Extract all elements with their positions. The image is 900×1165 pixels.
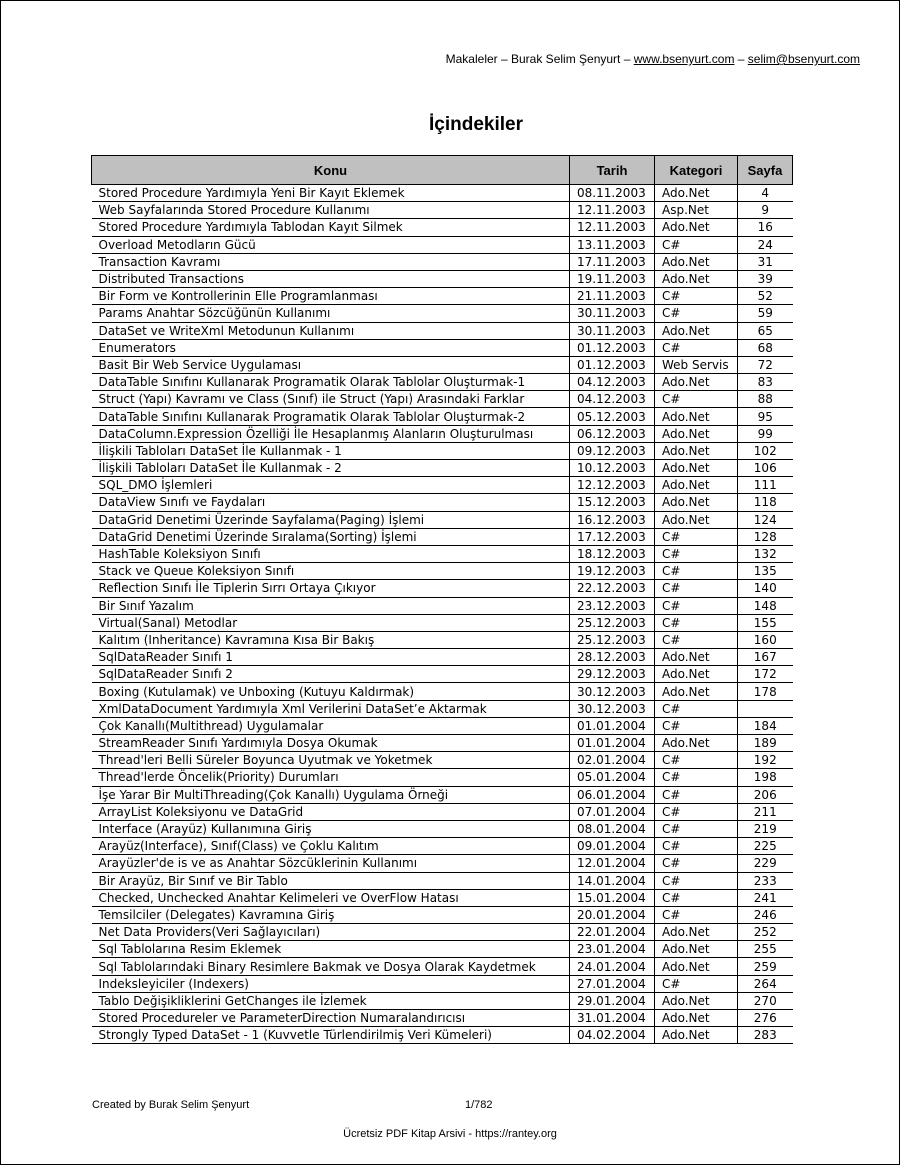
toc-date: 05.12.2003 bbox=[570, 408, 655, 425]
table-row bbox=[92, 528, 793, 545]
toc-page: 219 bbox=[738, 820, 793, 837]
toc-topic: Arayüzler'de is ve as Anahtar Sözcüklerinin Kullanımı bbox=[92, 855, 570, 872]
toc-category: C# bbox=[655, 236, 738, 253]
toc-topic: Net Data Providers(Veri Sağlayıcıları) bbox=[92, 924, 570, 941]
toc-category: Ado.Net bbox=[655, 1010, 738, 1027]
table-row bbox=[92, 374, 793, 391]
table-row bbox=[92, 872, 793, 889]
column-header-tarih: Tarih bbox=[570, 156, 655, 185]
toc-topic: Overload Metodların Gücü bbox=[92, 236, 570, 253]
website-link[interactable]: www.bsenyurt.com bbox=[633, 52, 735, 66]
toc-category: Web Servis bbox=[655, 356, 738, 373]
toc-category: Ado.Net bbox=[655, 425, 738, 442]
table-row bbox=[92, 322, 793, 339]
table-row bbox=[92, 511, 793, 528]
toc-page: 124 bbox=[738, 511, 793, 528]
toc-category: C# bbox=[655, 769, 738, 786]
toc-category: Ado.Net bbox=[655, 270, 738, 287]
toc-category: C# bbox=[655, 700, 738, 717]
toc-category: C# bbox=[655, 597, 738, 614]
toc-topic: Web Sayfalarında Stored Procedure Kullanımı bbox=[92, 202, 570, 219]
toc-page: 128 bbox=[738, 528, 793, 545]
toc-category: Ado.Net bbox=[655, 460, 738, 477]
toc-date: 01.01.2004 bbox=[570, 735, 655, 752]
toc-category: C# bbox=[655, 803, 738, 820]
toc-body bbox=[92, 185, 793, 1044]
toc-page: 184 bbox=[738, 717, 793, 734]
toc-category: C# bbox=[655, 717, 738, 734]
toc-date: 14.01.2004 bbox=[570, 872, 655, 889]
toc-category: Ado.Net bbox=[655, 1027, 738, 1044]
toc-date: 13.11.2003 bbox=[570, 236, 655, 253]
toc-topic: Bir Sınıf Yazalım bbox=[92, 597, 570, 614]
toc-category: C# bbox=[655, 906, 738, 923]
toc-date: 01.12.2003 bbox=[570, 356, 655, 373]
toc-page: 160 bbox=[738, 631, 793, 648]
toc-category: Ado.Net bbox=[655, 219, 738, 236]
toc-page: 52 bbox=[738, 288, 793, 305]
toc-date: 09.01.2004 bbox=[570, 838, 655, 855]
toc-topic: StreamReader Sınıfı Yardımıyla Dosya Okumak bbox=[92, 735, 570, 752]
toc-topic: DataTable Sınıfını Kullanarak Programatik Olarak Tablolar Oluşturmak-1 bbox=[92, 374, 570, 391]
toc-date: 06.01.2004 bbox=[570, 786, 655, 803]
toc-page: 211 bbox=[738, 803, 793, 820]
toc-date: 23.01.2004 bbox=[570, 941, 655, 958]
toc-page: 264 bbox=[738, 975, 793, 992]
toc-category: C# bbox=[655, 305, 738, 322]
email-link[interactable]: selim@bsenyurt.com bbox=[747, 52, 860, 66]
toc-topic: HashTable Koleksiyon Sınıfı bbox=[92, 545, 570, 562]
toc-date: 08.01.2004 bbox=[570, 820, 655, 837]
toc-category: Ado.Net bbox=[655, 374, 738, 391]
toc-topic: Stored Procedure Yardımıyla Yeni Bir Kayıt Eklemek bbox=[92, 185, 570, 202]
toc-page: 65 bbox=[738, 322, 793, 339]
table-row bbox=[92, 975, 793, 992]
toc-category: C# bbox=[655, 889, 738, 906]
toc-page: 225 bbox=[738, 838, 793, 855]
toc-page: 68 bbox=[738, 339, 793, 356]
header-separator: – bbox=[734, 52, 748, 66]
table-row bbox=[92, 717, 793, 734]
table-row bbox=[92, 838, 793, 855]
toc-topic: İlişkili Tabloları DataSet İle Kullanmak - 2 bbox=[92, 460, 570, 477]
table-row bbox=[92, 1010, 793, 1027]
toc-topic: Tablo Değişikliklerini GetChanges ile İzlemek bbox=[92, 992, 570, 1009]
toc-page: 83 bbox=[738, 374, 793, 391]
toc-category: Ado.Net bbox=[655, 683, 738, 700]
toc-page: 155 bbox=[738, 614, 793, 631]
toc-category: C# bbox=[655, 838, 738, 855]
toc-date: 31.01.2004 bbox=[570, 1010, 655, 1027]
toc-date: 07.01.2004 bbox=[570, 803, 655, 820]
table-row bbox=[92, 958, 793, 975]
footer-author: Created by Burak Selim Şenyurt bbox=[92, 1099, 250, 1111]
toc-topic: Temsilciler (Delegates) Kavramına Giriş bbox=[92, 906, 570, 923]
toc-topic: Virtual(Sanal) Metodlar bbox=[92, 614, 570, 631]
toc-date: 30.11.2003 bbox=[570, 305, 655, 322]
toc-topic: Bir Arayüz, Bir Sınıf ve Bir Tablo bbox=[92, 872, 570, 889]
toc-page: 88 bbox=[738, 391, 793, 408]
toc-date: 17.12.2003 bbox=[570, 528, 655, 545]
toc-category: C# bbox=[655, 339, 738, 356]
toc-category: Ado.Net bbox=[655, 511, 738, 528]
toc-page: 95 bbox=[738, 408, 793, 425]
toc-topic: Thread'leri Belli Süreler Boyunca Uyutmak ve Yoketmek bbox=[92, 752, 570, 769]
toc-topic: Checked, Unchecked Anahtar Kelimeleri ve OverFlow Hatası bbox=[92, 889, 570, 906]
table-row bbox=[92, 786, 793, 803]
toc-date: 15.12.2003 bbox=[570, 494, 655, 511]
toc-topic: Basit Bir Web Service Uygulaması bbox=[92, 356, 570, 373]
toc-category: C# bbox=[655, 872, 738, 889]
toc-page: 229 bbox=[738, 855, 793, 872]
toc-category: Ado.Net bbox=[655, 442, 738, 459]
table-row bbox=[92, 477, 793, 494]
table-row bbox=[92, 752, 793, 769]
toc-category: C# bbox=[655, 975, 738, 992]
toc-page: 192 bbox=[738, 752, 793, 769]
table-row bbox=[92, 391, 793, 408]
table-row bbox=[92, 253, 793, 270]
toc-date: 20.01.2004 bbox=[570, 906, 655, 923]
toc-page: 233 bbox=[738, 872, 793, 889]
toc-category: C# bbox=[655, 528, 738, 545]
toc-topic: Stored Procedureler ve ParameterDirection Numaralandırıcısı bbox=[92, 1010, 570, 1027]
toc-category: Ado.Net bbox=[655, 941, 738, 958]
toc-date: 28.12.2003 bbox=[570, 649, 655, 666]
toc-topic: SQL_DMO İşlemleri bbox=[92, 477, 570, 494]
table-row bbox=[92, 769, 793, 786]
toc-page: 135 bbox=[738, 563, 793, 580]
toc-page: 9 bbox=[738, 202, 793, 219]
toc-topic: Kalıtım (Inheritance) Kavramına Kısa Bir Bakış bbox=[92, 631, 570, 648]
toc-topic: XmlDataDocument Yardımıyla Xml Verilerini DataSet’e Aktarmak bbox=[92, 700, 570, 717]
toc-topic: DataSet ve WriteXml Metodunun Kullanımı bbox=[92, 322, 570, 339]
toc-topic: Transaction Kavramı bbox=[92, 253, 570, 270]
toc-category: Ado.Net bbox=[655, 494, 738, 511]
toc-page bbox=[738, 700, 793, 717]
table-row bbox=[92, 494, 793, 511]
toc-category: C# bbox=[655, 391, 738, 408]
toc-category: C# bbox=[655, 786, 738, 803]
table-row bbox=[92, 992, 793, 1009]
toc-category: C# bbox=[655, 855, 738, 872]
toc-page: 31 bbox=[738, 253, 793, 270]
toc-category: C# bbox=[655, 752, 738, 769]
table-row bbox=[92, 305, 793, 322]
toc-page: 148 bbox=[738, 597, 793, 614]
header-prefix: Makaleler – Burak Selim Şenyurt – bbox=[445, 52, 634, 66]
table-row bbox=[92, 236, 793, 253]
toc-topic: Interface (Arayüz) Kullanımına Giriş bbox=[92, 820, 570, 837]
table-row bbox=[92, 820, 793, 837]
toc-category: Ado.Net bbox=[655, 408, 738, 425]
toc-page: 4 bbox=[738, 185, 793, 202]
toc-page: 206 bbox=[738, 786, 793, 803]
toc-topic: DataView Sınıfı ve Faydaları bbox=[92, 494, 570, 511]
toc-date: 04.02.2004 bbox=[570, 1027, 655, 1044]
toc-date: 12.11.2003 bbox=[570, 202, 655, 219]
table-row bbox=[92, 580, 793, 597]
toc-table bbox=[91, 155, 793, 1044]
toc-date: 24.01.2004 bbox=[570, 958, 655, 975]
table-row bbox=[92, 889, 793, 906]
toc-page: 106 bbox=[738, 460, 793, 477]
table-row bbox=[92, 735, 793, 752]
toc-topic: Stored Procedure Yardımıyla Tablodan Kayıt Silmek bbox=[92, 219, 570, 236]
column-header-kategori: Kategori bbox=[655, 156, 738, 185]
toc-date: 05.01.2004 bbox=[570, 769, 655, 786]
toc-date: 22.01.2004 bbox=[570, 924, 655, 941]
toc-date: 04.12.2003 bbox=[570, 391, 655, 408]
toc-page: 72 bbox=[738, 356, 793, 373]
toc-topic: ArrayList Koleksiyonu ve DataGrid bbox=[92, 803, 570, 820]
toc-page: 111 bbox=[738, 477, 793, 494]
toc-page: 259 bbox=[738, 958, 793, 975]
toc-category: C# bbox=[655, 631, 738, 648]
toc-page: 172 bbox=[738, 666, 793, 683]
table-row bbox=[92, 356, 793, 373]
table-row bbox=[92, 185, 793, 202]
table-row bbox=[92, 563, 793, 580]
toc-date: 06.12.2003 bbox=[570, 425, 655, 442]
toc-topic: Sql Tablolarına Resim Eklemek bbox=[92, 941, 570, 958]
table-row bbox=[92, 700, 793, 717]
toc-page: 255 bbox=[738, 941, 793, 958]
table-row bbox=[92, 442, 793, 459]
toc-page: 270 bbox=[738, 992, 793, 1009]
table-row bbox=[92, 339, 793, 356]
table-row bbox=[92, 219, 793, 236]
toc-date: 25.12.2003 bbox=[570, 614, 655, 631]
toc-date: 22.12.2003 bbox=[570, 580, 655, 597]
table-row bbox=[92, 460, 793, 477]
toc-page: 276 bbox=[738, 1010, 793, 1027]
toc-page: 189 bbox=[738, 735, 793, 752]
toc-category: Ado.Net bbox=[655, 735, 738, 752]
toc-topic: DataGrid Denetimi Üzerinde Sayfalama(Paging) İşlemi bbox=[92, 511, 570, 528]
footer-archive-note: Ücretsiz PDF Kitap Arsivi - https://rantey.org bbox=[343, 1128, 557, 1140]
toc-category: Ado.Net bbox=[655, 649, 738, 666]
toc-category: Ado.Net bbox=[655, 322, 738, 339]
toc-category: Ado.Net bbox=[655, 924, 738, 941]
toc-date: 29.12.2003 bbox=[570, 666, 655, 683]
toc-topic: DataTable Sınıfını Kullanarak Programatik Olarak Tablolar Oluşturmak-2 bbox=[92, 408, 570, 425]
toc-date: 12.11.2003 bbox=[570, 219, 655, 236]
table-row bbox=[92, 614, 793, 631]
toc-date: 09.12.2003 bbox=[570, 442, 655, 459]
toc-topic: SqlDataReader Sınıfı 2 bbox=[92, 666, 570, 683]
toc-page: 246 bbox=[738, 906, 793, 923]
toc-date: 30.12.2003 bbox=[570, 700, 655, 717]
toc-date: 30.12.2003 bbox=[570, 683, 655, 700]
toc-category: Ado.Net bbox=[655, 666, 738, 683]
table-row bbox=[92, 597, 793, 614]
toc-topic: İşe Yarar Bir MultiThreading(Çok Kanallı) Uygulama Örneği bbox=[92, 786, 570, 803]
toc-date: 08.11.2003 bbox=[570, 185, 655, 202]
toc-category: Asp.Net bbox=[655, 202, 738, 219]
toc-date: 19.11.2003 bbox=[570, 270, 655, 287]
toc-topic: Stack ve Queue Koleksiyon Sınıfı bbox=[92, 563, 570, 580]
toc-topic: Indeksleyiciler (Indexers) bbox=[92, 975, 570, 992]
toc-date: 12.01.2004 bbox=[570, 855, 655, 872]
toc-page: 167 bbox=[738, 649, 793, 666]
toc-category: Ado.Net bbox=[655, 253, 738, 270]
table-row bbox=[92, 803, 793, 820]
toc-date: 30.11.2003 bbox=[570, 322, 655, 339]
toc-topic: Enumerators bbox=[92, 339, 570, 356]
table-row bbox=[92, 855, 793, 872]
toc-page: 39 bbox=[738, 270, 793, 287]
toc-page: 118 bbox=[738, 494, 793, 511]
toc-category: C# bbox=[655, 614, 738, 631]
toc-date: 17.11.2003 bbox=[570, 253, 655, 270]
toc-page: 102 bbox=[738, 442, 793, 459]
page-title: İçindekiler bbox=[429, 114, 523, 135]
table-row bbox=[92, 649, 793, 666]
table-row bbox=[92, 683, 793, 700]
table-row bbox=[92, 408, 793, 425]
toc-category: Ado.Net bbox=[655, 477, 738, 494]
toc-topic: Sql Tablolarındaki Binary Resimlere Bakmak ve Dosya Olarak Kaydetmek bbox=[92, 958, 570, 975]
toc-date: 01.01.2004 bbox=[570, 717, 655, 734]
toc-date: 21.11.2003 bbox=[570, 288, 655, 305]
toc-date: 10.12.2003 bbox=[570, 460, 655, 477]
toc-category: C# bbox=[655, 288, 738, 305]
toc-topic: Distributed Transactions bbox=[92, 270, 570, 287]
footer-page-number: 1/782 bbox=[465, 1099, 493, 1111]
toc-date: 27.01.2004 bbox=[570, 975, 655, 992]
toc-date: 04.12.2003 bbox=[570, 374, 655, 391]
toc-date: 29.01.2004 bbox=[570, 992, 655, 1009]
table-row bbox=[92, 666, 793, 683]
toc-page: 241 bbox=[738, 889, 793, 906]
toc-topic: Çok Kanallı(Multithread) Uygulamalar bbox=[92, 717, 570, 734]
toc-page: 16 bbox=[738, 219, 793, 236]
toc-page: 140 bbox=[738, 580, 793, 597]
toc-topic: İlişkili Tabloları DataSet İle Kullanmak - 1 bbox=[92, 442, 570, 459]
toc-page: 59 bbox=[738, 305, 793, 322]
toc-category: C# bbox=[655, 820, 738, 837]
toc-topic: Bir Form ve Kontrollerinin Elle Programlanması bbox=[92, 288, 570, 305]
toc-topic: DataColumn.Expression Özelliği İle Hesaplanmış Alanların Oluşturulması bbox=[92, 425, 570, 442]
toc-page: 178 bbox=[738, 683, 793, 700]
table-row bbox=[92, 425, 793, 442]
toc-topic: SqlDataReader Sınıfı 1 bbox=[92, 649, 570, 666]
toc-topic: Boxing (Kutulamak) ve Unboxing (Kutuyu Kaldırmak) bbox=[92, 683, 570, 700]
toc-date: 19.12.2003 bbox=[570, 563, 655, 580]
toc-category: C# bbox=[655, 580, 738, 597]
table-row bbox=[92, 1027, 793, 1044]
table-row bbox=[92, 906, 793, 923]
toc-date: 15.01.2004 bbox=[570, 889, 655, 906]
toc-topic: Struct (Yapı) Kavramı ve Class (Sınıf) ile Struct (Yapı) Arasındaki Farklar bbox=[92, 391, 570, 408]
page-header bbox=[446, 52, 860, 66]
table-row bbox=[92, 270, 793, 287]
toc-category: C# bbox=[655, 563, 738, 580]
toc-page: 198 bbox=[738, 769, 793, 786]
toc-topic: Params Anahtar Sözcüğünün Kullanımı bbox=[92, 305, 570, 322]
toc-page: 24 bbox=[738, 236, 793, 253]
toc-date: 25.12.2003 bbox=[570, 631, 655, 648]
toc-date: 01.12.2003 bbox=[570, 339, 655, 356]
table-row bbox=[92, 631, 793, 648]
toc-page: 132 bbox=[738, 545, 793, 562]
toc-date: 02.01.2004 bbox=[570, 752, 655, 769]
table-row bbox=[92, 288, 793, 305]
toc-topic: Reflection Sınıfı İle Tiplerin Sırrı Ortaya Çıkıyor bbox=[92, 580, 570, 597]
table-row bbox=[92, 941, 793, 958]
toc-topic: Strongly Typed DataSet - 1 (Kuvvetle Türlendirilmiş Veri Kümeleri) bbox=[92, 1027, 570, 1044]
toc-date: 16.12.2003 bbox=[570, 511, 655, 528]
toc-date: 23.12.2003 bbox=[570, 597, 655, 614]
toc-category: Ado.Net bbox=[655, 185, 738, 202]
table-row bbox=[92, 924, 793, 941]
table-row bbox=[92, 202, 793, 219]
toc-date: 12.12.2003 bbox=[570, 477, 655, 494]
toc-page: 99 bbox=[738, 425, 793, 442]
toc-topic: Thread'lerde Öncelik(Priority) Durumları bbox=[92, 769, 570, 786]
table-row bbox=[92, 545, 793, 562]
toc-page: 252 bbox=[738, 924, 793, 941]
toc-category: Ado.Net bbox=[655, 958, 738, 975]
column-header-sayfa: Sayfa bbox=[738, 156, 793, 185]
column-header-konu: Konu bbox=[92, 156, 570, 185]
toc-header-row bbox=[92, 156, 793, 185]
toc-topic: Arayüz(Interface), Sınıf(Class) ve Çoklu Kalıtım bbox=[92, 838, 570, 855]
toc-date: 18.12.2003 bbox=[570, 545, 655, 562]
toc-topic: DataGrid Denetimi Üzerinde Sıralama(Sorting) İşlemi bbox=[92, 528, 570, 545]
toc-category: Ado.Net bbox=[655, 992, 738, 1009]
toc-category: C# bbox=[655, 545, 738, 562]
toc-page: 283 bbox=[738, 1027, 793, 1044]
